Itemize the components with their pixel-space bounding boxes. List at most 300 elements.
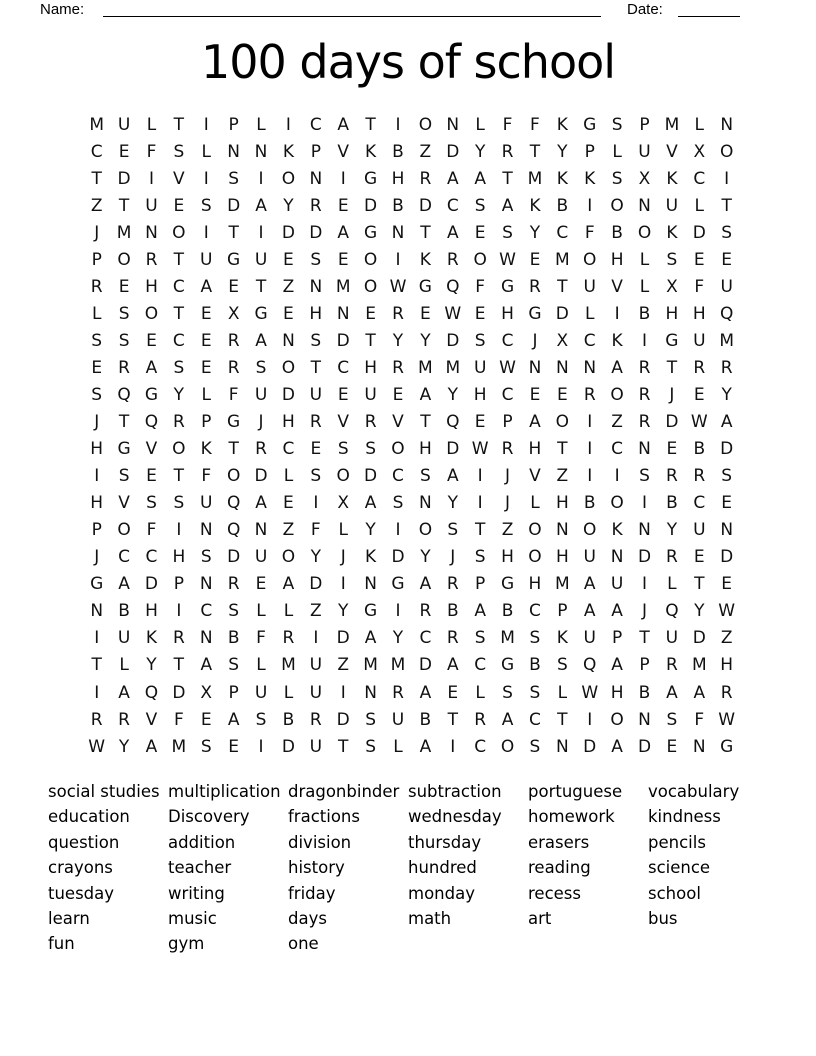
grid-letter: N: [254, 141, 268, 162]
grid-letter: E: [721, 574, 733, 595]
grid-letter: A: [611, 736, 623, 757]
grid-letter: G: [500, 276, 515, 297]
grid-letter: S: [118, 466, 130, 487]
grid-letter: M: [89, 114, 105, 135]
grid-letter: M: [335, 276, 351, 297]
grid-letter: B: [693, 439, 706, 460]
grid-letter: T: [173, 655, 185, 676]
grid-letter: E: [91, 357, 103, 378]
grid-letter: H: [501, 303, 514, 324]
grid-letter: D: [446, 439, 460, 460]
grid-letter: Y: [392, 628, 404, 649]
grid-letter: T: [502, 168, 513, 189]
grid-letter: I: [94, 466, 100, 487]
grid-letter: R: [638, 412, 651, 433]
grid-letter: C: [611, 439, 624, 460]
grid-letter: H: [610, 249, 624, 270]
grid-letter: I: [587, 709, 593, 730]
grid-letter: J: [258, 412, 264, 433]
grid-letter: Y: [283, 195, 294, 216]
grid-letter: Y: [338, 601, 349, 622]
grid-letter: H: [528, 574, 542, 595]
word-list-item: Discovery: [168, 807, 250, 827]
grid-letter: O: [117, 249, 131, 270]
grid-letter: R: [665, 547, 678, 568]
grid-letter: D: [720, 547, 734, 568]
grid-letter: L: [283, 601, 294, 622]
grid-letter: D: [665, 412, 679, 433]
grid-letter: S: [392, 493, 404, 514]
grid-letter: D: [692, 222, 706, 243]
grid-letter: D: [720, 439, 734, 460]
grid-letter: S: [173, 141, 185, 162]
grid-letter: L: [119, 655, 129, 676]
grid-letter: A: [118, 682, 130, 703]
grid-letter: V: [337, 412, 350, 433]
grid-letter: I: [313, 628, 319, 649]
grid-letter: T: [557, 709, 568, 730]
grid-letter: U: [583, 547, 596, 568]
grid-letter: D: [391, 547, 405, 568]
grid-letter: U: [391, 709, 405, 730]
grid-letter: B: [638, 303, 651, 324]
grid-letter: V: [118, 493, 130, 514]
grid-letter: Y: [557, 141, 568, 162]
grid-letter: F: [530, 114, 540, 135]
grid-letter: I: [724, 168, 730, 189]
word-list-item: science: [648, 858, 711, 878]
word-list-item: reading: [528, 858, 591, 878]
grid-letter: R: [501, 141, 514, 162]
grid-letter: A: [145, 736, 158, 757]
grid-letter: D: [281, 384, 295, 405]
grid-letter: S: [556, 655, 568, 676]
grid-letter: V: [173, 168, 185, 189]
grid-letter: K: [556, 114, 568, 135]
grid-letter: H: [145, 601, 158, 622]
word-list-item: history: [288, 858, 345, 878]
grid-letter: I: [258, 736, 264, 757]
grid-letter: B: [638, 682, 651, 703]
grid-letter: R: [474, 709, 487, 730]
grid-letter: T: [694, 574, 705, 595]
grid-letter: B: [556, 195, 569, 216]
grid-letter: K: [556, 168, 568, 189]
grid-letter: A: [583, 574, 596, 595]
grid-letter: A: [145, 357, 158, 378]
grid-letter: T: [118, 412, 130, 433]
grid-letter: E: [146, 330, 157, 351]
grid-letter: W: [389, 276, 407, 297]
grid-letter: G: [528, 303, 542, 324]
grid-letter: S: [666, 709, 678, 730]
grid-letter: E: [228, 736, 240, 757]
grid-letter: M: [445, 357, 461, 378]
grid-letter: D: [336, 709, 350, 730]
grid-letter: F: [173, 709, 184, 730]
grid-letter: W: [581, 682, 599, 703]
grid-letter: H: [692, 303, 706, 324]
grid-letter: T: [420, 412, 431, 433]
grid-letter: C: [474, 736, 487, 757]
grid-letter: A: [474, 168, 486, 189]
grid-letter: U: [309, 682, 323, 703]
grid-letter: S: [529, 628, 541, 649]
grid-letter: L: [694, 114, 705, 135]
grid-letter: R: [720, 357, 733, 378]
grid-letter: A: [446, 655, 459, 676]
word-search-grid: [83, 111, 740, 760]
grid-letter: N: [446, 114, 460, 135]
grid-letter: Y: [392, 330, 404, 351]
grid-letter: A: [419, 682, 432, 703]
grid-letter: E: [200, 330, 212, 351]
grid-letter: L: [530, 493, 540, 514]
grid-letter: D: [418, 655, 432, 676]
grid-letter: V: [611, 276, 623, 297]
grid-letter: S: [255, 357, 267, 378]
grid-letter: T: [474, 520, 486, 541]
word-list-item: thursday: [408, 832, 482, 852]
grid-letter: Y: [310, 547, 322, 568]
word-list-item: social studies: [48, 782, 160, 801]
grid-letter: H: [145, 276, 158, 297]
grid-letter: W: [499, 357, 516, 378]
grid-letter: I: [203, 168, 209, 189]
grid-letter: E: [118, 141, 130, 162]
grid-letter: P: [91, 249, 102, 270]
grid-letter: N: [336, 303, 350, 324]
grid-letter: I: [176, 520, 182, 541]
grid-letter: M: [281, 655, 296, 676]
grid-letter: C: [172, 330, 185, 351]
word-list-item: subtraction: [408, 782, 502, 801]
grid-letter: L: [639, 276, 650, 297]
grid-letter: O: [281, 547, 296, 568]
grid-letter: L: [283, 682, 294, 703]
grid-letter: Z: [419, 141, 432, 162]
grid-letter: A: [501, 195, 514, 216]
grid-letter: A: [611, 601, 623, 622]
grid-letter: O: [418, 114, 433, 135]
grid-letter: N: [555, 736, 569, 757]
grid-letter: O: [172, 439, 186, 460]
grid-letter: Z: [337, 655, 350, 676]
word-list-item: hundred: [408, 858, 477, 878]
grid-letter: L: [283, 466, 294, 487]
grid-letter: Z: [556, 466, 569, 487]
grid-letter: G: [665, 330, 679, 351]
grid-letter: G: [720, 736, 734, 757]
grid-letter: C: [90, 141, 103, 162]
grid-letter: K: [611, 330, 623, 351]
grid-letter: S: [118, 330, 130, 351]
grid-letter: V: [337, 141, 350, 162]
grid-letter: J: [340, 547, 346, 568]
grid-letter: R: [392, 357, 404, 378]
grid-letter: S: [529, 682, 541, 703]
grid-letter: Z: [720, 628, 733, 649]
grid-letter: E: [173, 195, 185, 216]
grid-letter: X: [200, 682, 213, 703]
grid-letter: E: [146, 466, 157, 487]
grid-letter: N: [638, 520, 651, 541]
grid-letter: O: [473, 249, 487, 270]
grid-letter: I: [477, 466, 483, 487]
grid-letter: H: [555, 493, 569, 514]
grid-letter: S: [228, 655, 240, 676]
grid-letter: H: [90, 493, 104, 514]
grid-letter: N: [199, 520, 213, 541]
grid-letter: R: [693, 357, 706, 378]
grid-letter: I: [94, 628, 100, 649]
grid-letter: Q: [144, 412, 159, 433]
grid-letter: Q: [719, 303, 734, 324]
grid-letter: T: [420, 222, 431, 243]
grid-letter: N: [364, 682, 377, 703]
grid-letter: N: [90, 601, 104, 622]
grid-letter: H: [364, 357, 377, 378]
grid-letter: O: [528, 547, 542, 568]
grid-letter: E: [283, 493, 294, 514]
grid-letter: L: [256, 114, 266, 135]
grid-letter: N: [419, 493, 432, 514]
grid-letter: S: [365, 709, 376, 730]
grid-letter: P: [201, 412, 212, 433]
word-list-column: [48, 779, 168, 957]
word-list-item: homework: [528, 807, 615, 827]
grid-letter: O: [117, 520, 131, 541]
grid-letter: K: [282, 141, 294, 162]
word-list-item: fun: [48, 934, 75, 954]
grid-letter: I: [395, 520, 401, 541]
grid-letter: P: [228, 682, 239, 703]
grid-letter: C: [337, 357, 350, 378]
grid-letter: I: [642, 574, 648, 595]
grid-letter: P: [639, 114, 650, 135]
grid-letter: Y: [420, 330, 431, 351]
grid-letter: A: [255, 195, 267, 216]
grid-letter: R: [693, 466, 706, 487]
grid-letter: I: [587, 195, 593, 216]
grid-letter: K: [666, 222, 678, 243]
grid-letter: C: [529, 709, 541, 730]
grid-letter: F: [475, 276, 486, 297]
grid-letter: N: [145, 222, 158, 243]
grid-letter: W: [444, 303, 462, 324]
grid-letter: C: [693, 168, 706, 189]
grid-letter: O: [610, 195, 624, 216]
grid-letter: L: [91, 303, 102, 324]
grid-letter: R: [90, 709, 103, 730]
grid-letter: D: [309, 574, 323, 595]
grid-letter: G: [90, 574, 104, 595]
grid-letter: D: [144, 574, 159, 595]
word-list-column: [648, 779, 739, 931]
grid-letter: D: [336, 628, 350, 649]
grid-letter: O: [610, 493, 624, 514]
grid-letter: M: [555, 249, 570, 270]
grid-letter: I: [642, 493, 648, 514]
grid-letter: G: [500, 655, 515, 676]
grid-letter: O: [172, 222, 186, 243]
grid-letter: M: [527, 168, 543, 189]
grid-letter: S: [228, 168, 240, 189]
grid-letter: P: [475, 574, 486, 595]
grid-letter: Y: [420, 547, 431, 568]
grid-letter: N: [638, 195, 651, 216]
date-blank-line: [678, 16, 740, 17]
grid-letter: Q: [583, 655, 597, 676]
grid-letter: A: [255, 493, 267, 514]
grid-letter: H: [720, 655, 734, 676]
grid-letter: R: [392, 682, 404, 703]
word-list-item: erasers: [528, 832, 590, 852]
grid-letter: I: [477, 493, 483, 514]
grid-letter: E: [200, 357, 212, 378]
grid-letter: D: [281, 222, 295, 243]
grid-letter: F: [201, 466, 212, 487]
grid-letter: E: [392, 384, 404, 405]
word-list-item: division: [288, 832, 352, 852]
grid-letter: S: [447, 520, 459, 541]
grid-letter: I: [340, 168, 346, 189]
grid-letter: E: [200, 709, 212, 730]
grid-letter: L: [475, 682, 485, 703]
grid-letter: R: [172, 412, 185, 433]
grid-letter: Q: [144, 682, 159, 703]
grid-letter: G: [364, 222, 378, 243]
grid-letter: U: [720, 276, 733, 297]
grid-letter: A: [282, 574, 295, 595]
grid-letter: O: [418, 520, 433, 541]
grid-letter: F: [694, 276, 705, 297]
grid-letter: O: [719, 141, 734, 162]
word-list-item: writing: [168, 883, 225, 903]
grid-letter: N: [555, 520, 569, 541]
grid-letter: E: [556, 384, 568, 405]
word-list-column: [528, 779, 648, 931]
grid-letter: T: [91, 168, 102, 189]
name-label: Name:: [40, 1, 85, 18]
grid-letter: P: [557, 601, 568, 622]
grid-letter: P: [228, 114, 239, 135]
grid-letter: I: [340, 682, 346, 703]
grid-letter: E: [474, 412, 486, 433]
grid-letter: O: [363, 249, 378, 270]
grid-letter: T: [118, 195, 130, 216]
word-list-item: question: [48, 832, 120, 852]
grid-letter: S: [474, 628, 486, 649]
grid-letter: R: [227, 574, 240, 595]
grid-letter: L: [584, 303, 595, 324]
grid-letter: I: [258, 222, 264, 243]
grid-letter: L: [256, 655, 266, 676]
grid-letter: A: [666, 682, 678, 703]
grid-letter: S: [173, 357, 185, 378]
grid-letter: C: [172, 276, 185, 297]
grid-letter: S: [529, 736, 541, 757]
grid-letter: R: [309, 195, 322, 216]
grid-letter: Q: [226, 520, 241, 541]
grid-letter: E: [200, 303, 212, 324]
grid-letter: R: [309, 412, 322, 433]
grid-letter: Y: [721, 384, 732, 405]
grid-letter: A: [255, 330, 267, 351]
grid-letter: I: [203, 114, 209, 135]
grid-letter: R: [638, 384, 651, 405]
word-list-column: [408, 779, 528, 931]
grid-letter: A: [446, 168, 459, 189]
grid-letter: M: [363, 655, 378, 676]
grid-letter: L: [639, 249, 650, 270]
grid-letter: X: [337, 493, 350, 514]
grid-letter: O: [391, 439, 405, 460]
grid-letter: H: [473, 384, 487, 405]
grid-letter: G: [364, 168, 378, 189]
grid-letter: Z: [501, 520, 514, 541]
grid-letter: L: [557, 682, 568, 703]
grid-letter: C: [118, 547, 131, 568]
grid-letter: E: [474, 222, 486, 243]
word-list-item: addition: [168, 832, 236, 852]
word-list-item: education: [48, 807, 130, 827]
grid-letter: S: [310, 330, 322, 351]
word-list-item: recess: [528, 883, 581, 903]
grid-letter: E: [693, 249, 705, 270]
grid-letter: F: [310, 520, 321, 541]
grid-letter: V: [529, 466, 541, 487]
grid-letter: H: [555, 547, 569, 568]
grid-letter: I: [614, 303, 620, 324]
grid-letter: P: [611, 628, 623, 649]
grid-letter: V: [666, 141, 678, 162]
grid-letter: I: [395, 114, 401, 135]
grid-letter: P: [173, 574, 184, 595]
grid-letter: C: [583, 330, 596, 351]
grid-letter: S: [310, 249, 322, 270]
grid-letter: U: [583, 276, 596, 297]
page-title: 100 days of school: [200, 35, 616, 89]
grid-letter: J: [94, 412, 100, 433]
grid-letter: J: [505, 493, 511, 514]
grid-letter: F: [146, 141, 157, 162]
grid-letter: R: [90, 276, 103, 297]
grid-letter: L: [201, 384, 211, 405]
word-list: [48, 779, 739, 957]
grid-letter: I: [94, 682, 100, 703]
grid-letter: S: [365, 736, 376, 757]
grid-letter: B: [392, 195, 404, 216]
grid-letter: Y: [529, 222, 541, 243]
grid-letter: D: [254, 466, 268, 487]
grid-letter: B: [282, 709, 295, 730]
grid-letter: U: [254, 682, 268, 703]
grid-letter: O: [281, 168, 296, 189]
word-list-item: dragonbinder: [288, 782, 400, 801]
grid-letter: I: [587, 439, 593, 460]
grid-letter: Q: [665, 601, 679, 622]
grid-letter: S: [502, 682, 513, 703]
grid-letter: H: [610, 682, 624, 703]
grid-letter: E: [420, 303, 431, 324]
grid-letter: T: [255, 276, 267, 297]
grid-letter: R: [419, 168, 432, 189]
grid-letter: Q: [226, 493, 241, 514]
grid-letter: Q: [446, 412, 460, 433]
grid-letter: G: [583, 114, 597, 135]
grid-letter: R: [309, 709, 322, 730]
